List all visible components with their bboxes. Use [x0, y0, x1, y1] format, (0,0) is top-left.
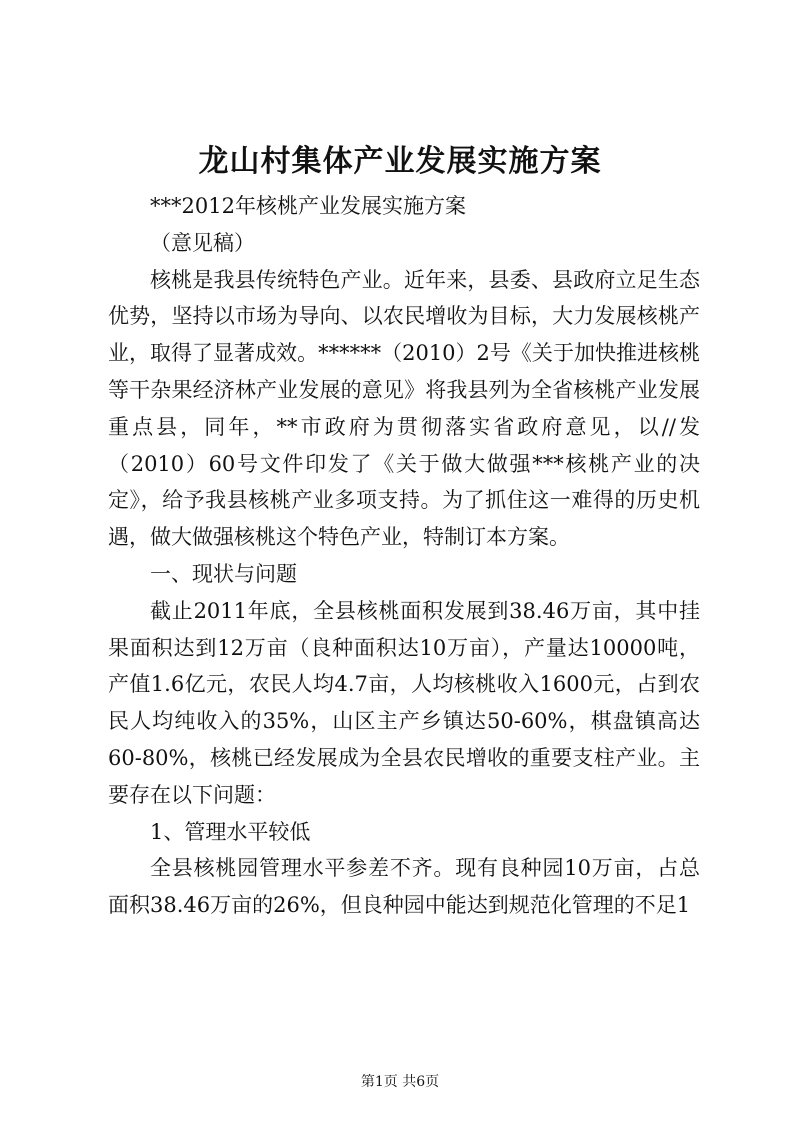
- document-body: [108, 188, 700, 924]
- subsection-heading-management: 1、管理水平较低: [150, 819, 311, 844]
- subtitle-paragraph: ***2012年核桃产业发展实施方案: [150, 194, 466, 218]
- status-paragraph: 截止2011年底，全县核桃面积发展到38.46万亩，其中挂果面积达到12万亩（良种面积达10万亩），产量达10000吨，产值1.6亿元，农民人均4.7亩，人均核桃收入1600元，占到农民人均纯收入的35%，山区主产乡镇达50-60%，棋盘镇高达60-80%，核桃已经发展成为全县农民增收的重要支柱产业。主要存在以下问题：: [108, 598, 700, 807]
- draft-note-paragraph: （意见稿）: [150, 230, 255, 255]
- management-paragraph: 全县核桃园管理水平参差不齐。现有良种园10万亩，占总面积38.46万亩的26%，但良种园中能达到规范化管理的不足1: [108, 856, 700, 918]
- intro-paragraph: 核桃是我县传统特色产业。近年来，县委、县政府立足生态优势，坚持以市场为导向、以农民增收为目标，大力发展核桃产业，取得了显著成效。******（2010）2号《关于加快推进核桃等干杂果经济林产业发展的意见》将我县列为全省核桃产业发展重点县，同年，**市政府为贯彻落实省政府意见，以//发（2010）60号文件印发了《关于做大做强***核桃产业的决定》，给予我县核桃产业多项支持。为了抓住这一难得的历史机遇，做大做强核桃这个特色产业，特制订本方案。: [108, 267, 700, 550]
- page-footer: 第1页 共6页: [360, 1074, 440, 1090]
- section-heading-status: 一、现状与问题: [150, 561, 297, 586]
- document-title: 龙山村集体产业发展实施方案: [198, 144, 602, 179]
